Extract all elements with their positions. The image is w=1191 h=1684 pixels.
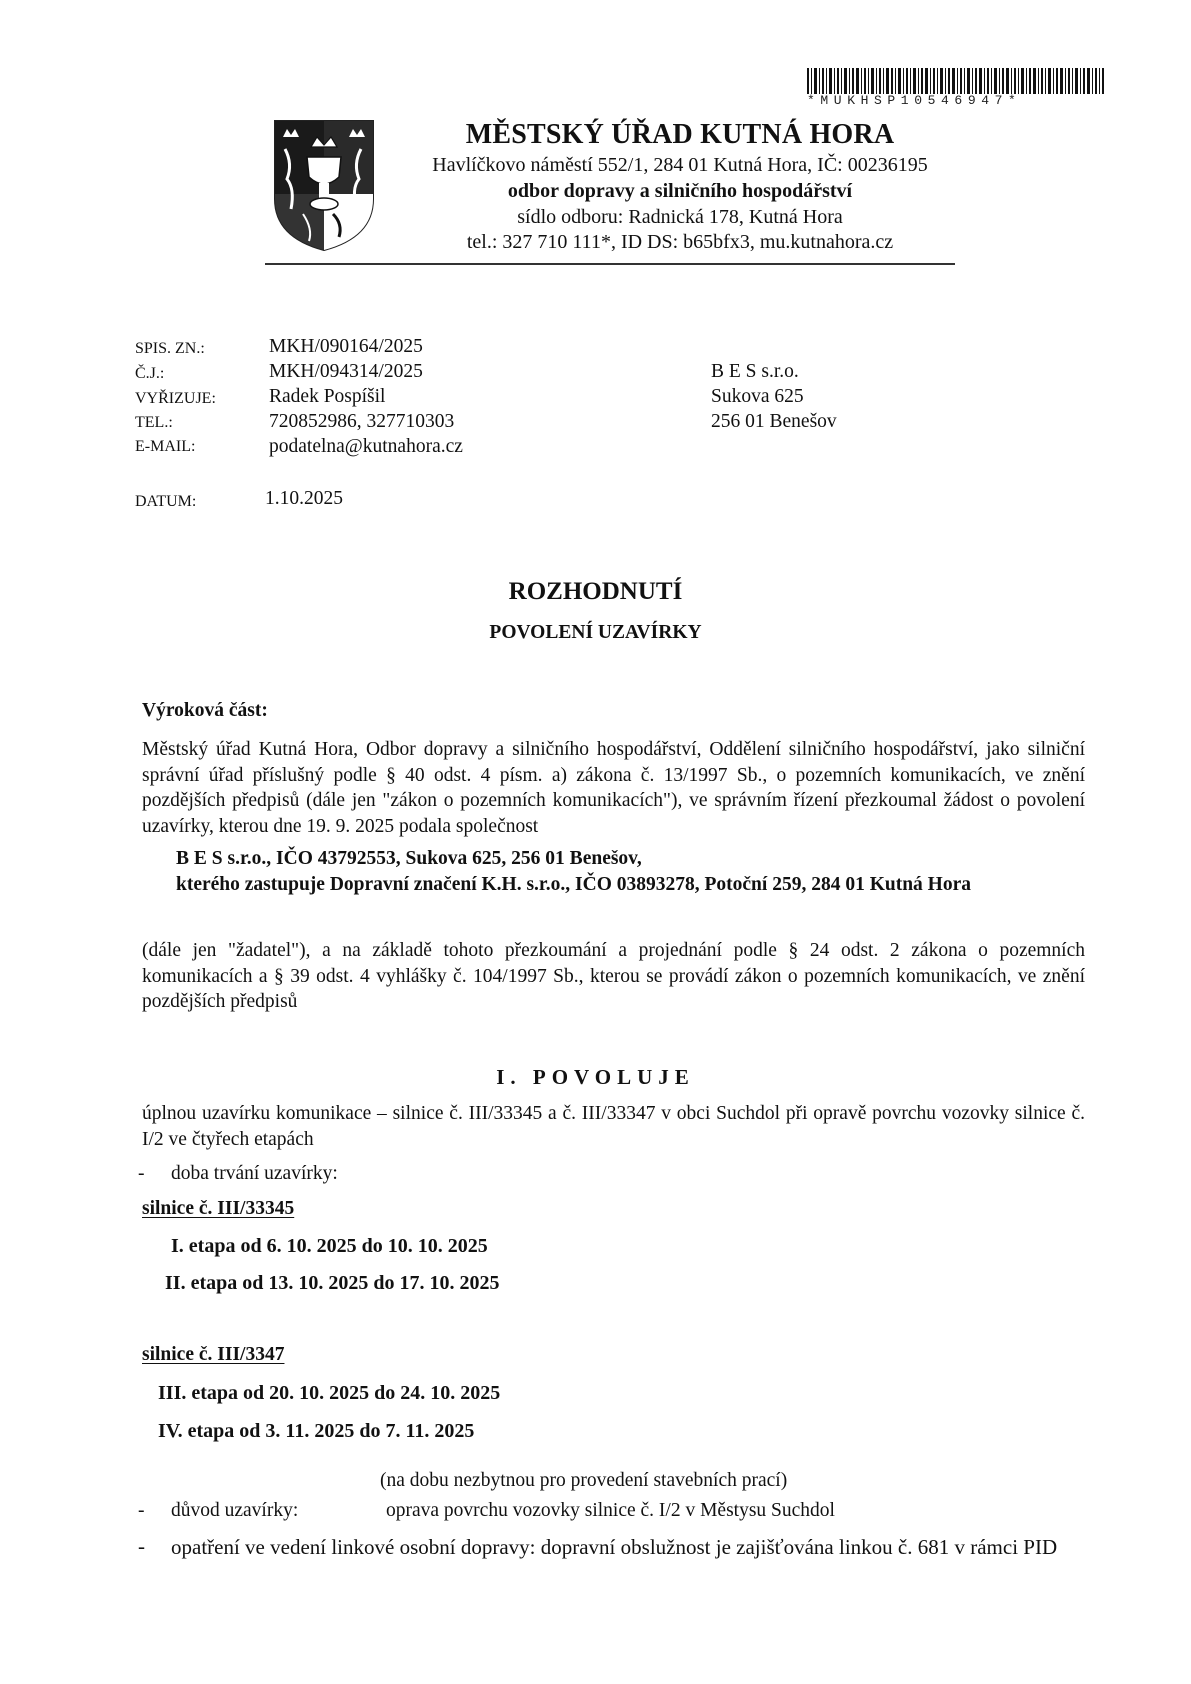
meta-value-email: podatelna@kutnahora.cz	[269, 436, 463, 457]
meta-label-date: DATUM:	[135, 493, 197, 510]
recipient-city: 256 01 Benešov	[711, 411, 837, 432]
section-label: Výroková část:	[142, 700, 268, 721]
stage-4: IV. etapa od 3. 11. 2025 do 7. 11. 2025	[158, 1420, 475, 1442]
intro-paragraph: Městský úřad Kutná Hora, Odbor dopravy a silničního hospodářství, Oddělení silničního hospodářství, jako silniční správní úřad příslušný podle § 40 odst. 4 písm. a) zákona č. 13/1997 Sb., o pozemních komunikacích, ve znění pozdějších předpisů (dále jen "zákon o pozemních komunikacích"), ve správním řízení přezkoumal žádost o povolení uzavírky, kterou dne 19. 9. 2025 podala společnost	[142, 739, 1085, 837]
transport-measure: opatření ve vedení linkové osobní dopravy: dopravní obslužnost je zajišťována linkou č. 681 v rámci PID	[171, 1535, 1058, 1559]
duration-note: (na dobu nezbytnou pro provedení stavebních prací)	[380, 1470, 788, 1491]
meta-value-phone: 720852986, 327710303	[269, 411, 455, 432]
decision-paragraph: úplnou uzavírku komunikace – silnice č. III/33345 a č. III/33347 v obci Suchdol při opravě povrchu vozovky silnice č. I/2 ve čtyřech etapách	[142, 1103, 1085, 1150]
meta-label-file-ref: SPIS. ZN.:	[135, 340, 205, 357]
office-seat: sídlo odboru: Radnická 178, Kutná Hora	[517, 206, 843, 228]
header-divider	[265, 263, 955, 265]
duration-label: doba trvání uzavírky:	[171, 1163, 338, 1184]
meta-label-ref-number: Č.J.:	[135, 365, 165, 382]
recipient-street: Sukova 625	[711, 386, 804, 407]
office-address: Havlíčkovo náměstí 552/1, 284 01 Kutná Hora, IČ: 00236195	[432, 154, 928, 176]
meta-label-handler: VYŘIZUJE:	[135, 390, 216, 407]
recipient-name: B E S s.r.o.	[711, 361, 799, 382]
meta-value-date: 1.10.2025	[265, 488, 343, 509]
after-paragraph: (dále jen "žadatel"), a na základě tohoto přezkoumání a projednání podle § 24 odst. 2 zákona o pozemních komunikacích a § 39 odst. 4 vyhlášky č. 104/1997 Sb., kterou se provádí zákon o pozemních komunikacích, ve znění pozdějších předpisů	[142, 940, 1085, 1012]
bullet-dash: -	[138, 1534, 145, 1558]
bullet-dash: -	[138, 1500, 145, 1521]
applicant-line-2: kterého zastupuje Dopravní značení K.H. s.r.o., IČO 03893278, Potoční 259, 284 01 Kutná Hora	[176, 874, 971, 895]
bullet-dash: -	[138, 1163, 145, 1184]
meta-label-phone: TEL.:	[135, 414, 173, 431]
stage-1: I. etapa od 6. 10. 2025 do 10. 10. 2025	[171, 1235, 488, 1257]
office-title: MĚSTSKÝ ÚŘAD KUTNÁ HORA	[465, 119, 895, 150]
road-heading-1: silnice č. III/33345	[142, 1198, 295, 1219]
document-title: ROZHODNUTÍ	[508, 578, 683, 605]
applicant-line-1: B E S s.r.o., IČO 43792553, Sukova 625, 256 01 Benešov,	[176, 848, 642, 869]
meta-value-ref-number: MKH/094314/2025	[269, 361, 423, 382]
road-heading-2: silnice č. III/3347	[142, 1344, 285, 1365]
meta-value-handler: Radek Pospíšil	[269, 386, 386, 407]
office-contact: tel.: 327 710 111*, ID DS: b65bfx3, mu.kutnahora.cz	[466, 231, 894, 253]
meta-value-file-ref: MKH/090164/2025	[269, 336, 423, 357]
reason-label: důvod uzavírky:	[171, 1500, 299, 1521]
meta-label-email: E-MAIL:	[135, 438, 196, 455]
reason-value: oprava povrchu vozovky silnice č. I/2 v Městysu Suchdol	[386, 1500, 835, 1521]
stage-2: II. etapa od 13. 10. 2025 do 17. 10. 2025	[165, 1272, 500, 1294]
barcode-text: *MUKHSP10546947*	[807, 93, 1022, 108]
stage-3: III. etapa od 20. 10. 2025 do 24. 10. 2025	[158, 1382, 501, 1404]
barcode-icon	[807, 68, 1104, 94]
decision-heading: I. POVOLUJE	[496, 1065, 695, 1089]
document-subtitle: POVOLENÍ UZAVÍRKY	[489, 622, 702, 643]
office-department: odbor dopravy a silničního hospodářství	[507, 180, 853, 202]
